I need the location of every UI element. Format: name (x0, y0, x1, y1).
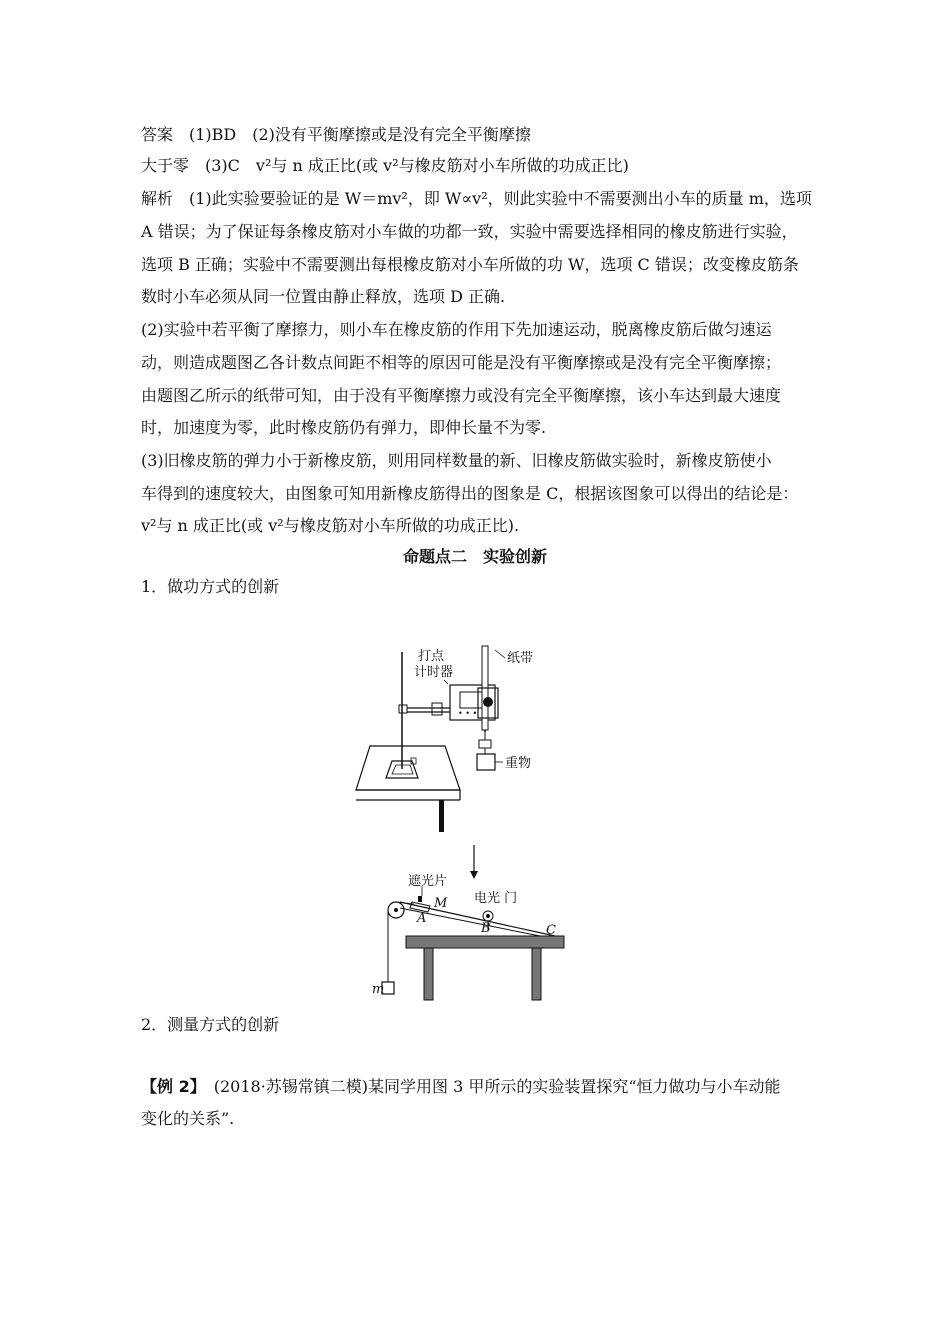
svg-text:• • •: • • • (458, 709, 478, 718)
example-line-2: 变化的关系”. (141, 1109, 235, 1128)
figure-top-apparatus (340, 640, 580, 835)
analysis-p1-line-1: 解析 (1)此实验要验证的是 W＝mv²，即 W∝v²，则此实验中不需要测出小车的质量 m，选项 (141, 189, 812, 208)
analysis-p3-line-1: (3)旧橡皮筋的弹力小于新橡皮筋，则用同样数量的新、旧橡皮筋做实验时，新橡皮筋使小 (141, 451, 772, 470)
analysis-p1-line-3: 选项 B 正确；实验中不需要测出每根橡皮筋对小车所做的功 W，选项 C 错误；改变橡皮筋条 (141, 255, 799, 274)
point-m-label: M (434, 896, 448, 911)
answer-line-2: 大于零 (3)C v²与 n 成正比(或 v²与橡皮筋对小车所做的功成正比) (141, 156, 629, 175)
analysis-p3-line-3: v²与 n 成正比(或 v²与橡皮筋对小车所做的功成正比). (141, 516, 520, 535)
analysis-p2-line-3: 由题图乙所示的纸带可知，由于没有平衡摩擦力或没有完全平衡摩擦，该小车达到最大速度 (141, 386, 782, 405)
answer-line-1: 答案 (1)BD (2)没有平衡摩擦或是没有完全平衡摩擦 (141, 125, 531, 144)
mass-label: m (372, 982, 385, 997)
timer-label-2: 计时器 (414, 665, 454, 680)
tape-label: 纸带 (507, 651, 534, 666)
shade-label: 遮光片 (408, 874, 448, 889)
gate-label: 电光 门 (474, 891, 518, 906)
point-c-label: C (546, 923, 556, 938)
analysis-p3-line-2: 车得到的速度较大，由图象可知用新橡皮筋得出的图象是 C，根据该图象可以得出的结论是： (141, 484, 799, 503)
example-tag: 【例 2】 (141, 1077, 198, 1096)
point-a-label: A (417, 911, 427, 926)
analysis-p1-line-4: 数时小车必须从同一位置由静止释放，选项 D 正确. (141, 287, 506, 306)
weight-label: 重物 (505, 756, 532, 771)
timer-label-1: 打点 (418, 649, 445, 664)
analysis-p2-line-2: 动，则造成题图乙各计数点间距不相等的原因可能是没有平衡摩擦或是没有完全平衡摩擦； (141, 353, 782, 372)
figure-bottom-apparatus (360, 872, 580, 1007)
item-2-heading: 2．测量方式的创新 (141, 1015, 280, 1034)
analysis-p1-line-2: A 错误；为了保证每条橡皮筋对小车做的功都一致，实验中需要选择相同的橡皮筋进行实验， (141, 222, 798, 241)
example-line-1 (141, 1076, 781, 1098)
analysis-p2-line-4: 时，加速度为零，此时橡皮筋仍有弹力，即伸长量不为零. (141, 418, 547, 437)
section-title: 命题点二 实验创新 (402, 547, 547, 566)
example-text-1: (2018·苏锡常镇二模)某同学用图 3 甲所示的实验装置探究“恒力做功与小车动能 (197, 1077, 781, 1096)
item-1-heading: 1．做功方式的创新 (141, 577, 280, 596)
point-b-label: B (481, 921, 491, 936)
analysis-p2-line-1: (2)实验中若平衡了摩擦力，则小车在橡皮筋的作用下先加速运动，脱离橡皮筋后做匀速运 (141, 320, 772, 339)
